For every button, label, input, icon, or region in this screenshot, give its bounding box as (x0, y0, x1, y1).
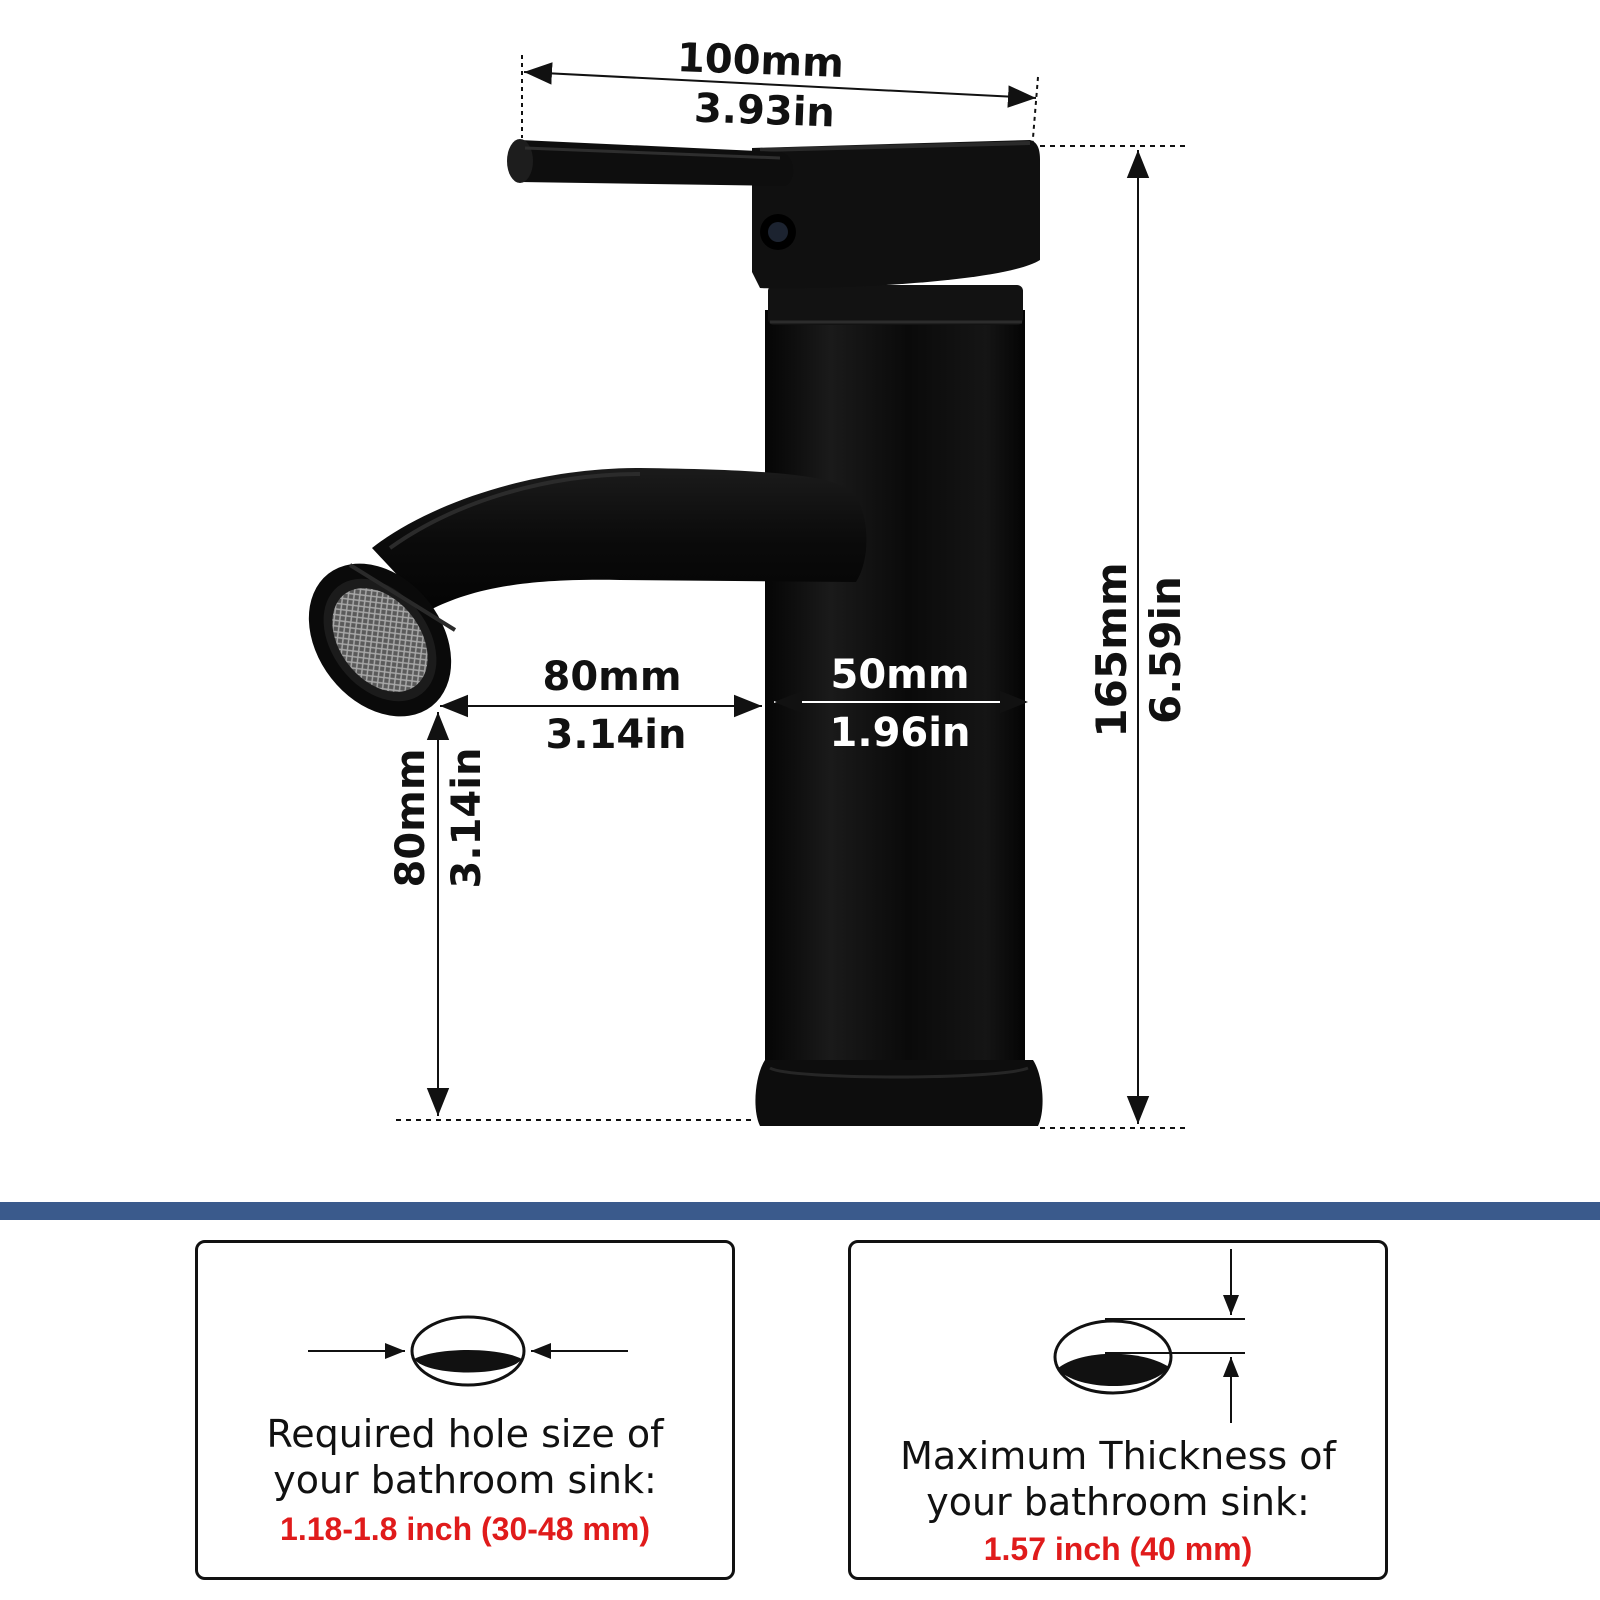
body-diameter-inch: 1.96in (829, 710, 971, 756)
spout-reach-mm: 80mm (542, 654, 682, 700)
sink-thickness-icon (1041, 1243, 1281, 1433)
section-divider (0, 1202, 1600, 1220)
thickness-title-line2: your bathroom sink: (926, 1480, 1310, 1524)
faucet-lever (509, 140, 793, 186)
hole-size-title-line1: Required hole size of (266, 1412, 664, 1456)
top-width-mm: 100mm (676, 35, 845, 87)
faucet-handle-cap (752, 140, 1040, 288)
spout-height-mm: 80mm (388, 748, 434, 888)
thickness-title-line1: Maximum Thickness of (900, 1434, 1336, 1478)
body-diameter-mm: 50mm (830, 652, 970, 698)
total-height-mm: 165mm (1087, 562, 1136, 738)
spout-reach-inch: 3.14in (545, 712, 687, 758)
thickness-value: 1.57 inch (40 mm) (983, 1531, 1253, 1567)
spout-height-inch: 3.14in (444, 747, 490, 889)
hole-size-value: 1.18-1.8 inch (30-48 mm) (280, 1511, 650, 1547)
total-height-inch: 6.59in (1141, 576, 1190, 724)
faucet-image (279, 139, 1042, 1126)
hole-size-panel (195, 1240, 735, 1580)
faucet-base (755, 1060, 1042, 1126)
top-width-inch: 3.93in (693, 85, 836, 137)
sink-hole-diameter-icon (298, 1303, 638, 1413)
faucet-body (765, 310, 1025, 1090)
thickness-panel (848, 1240, 1388, 1580)
hole-size-title-line2: your bathroom sink: (273, 1458, 657, 1502)
